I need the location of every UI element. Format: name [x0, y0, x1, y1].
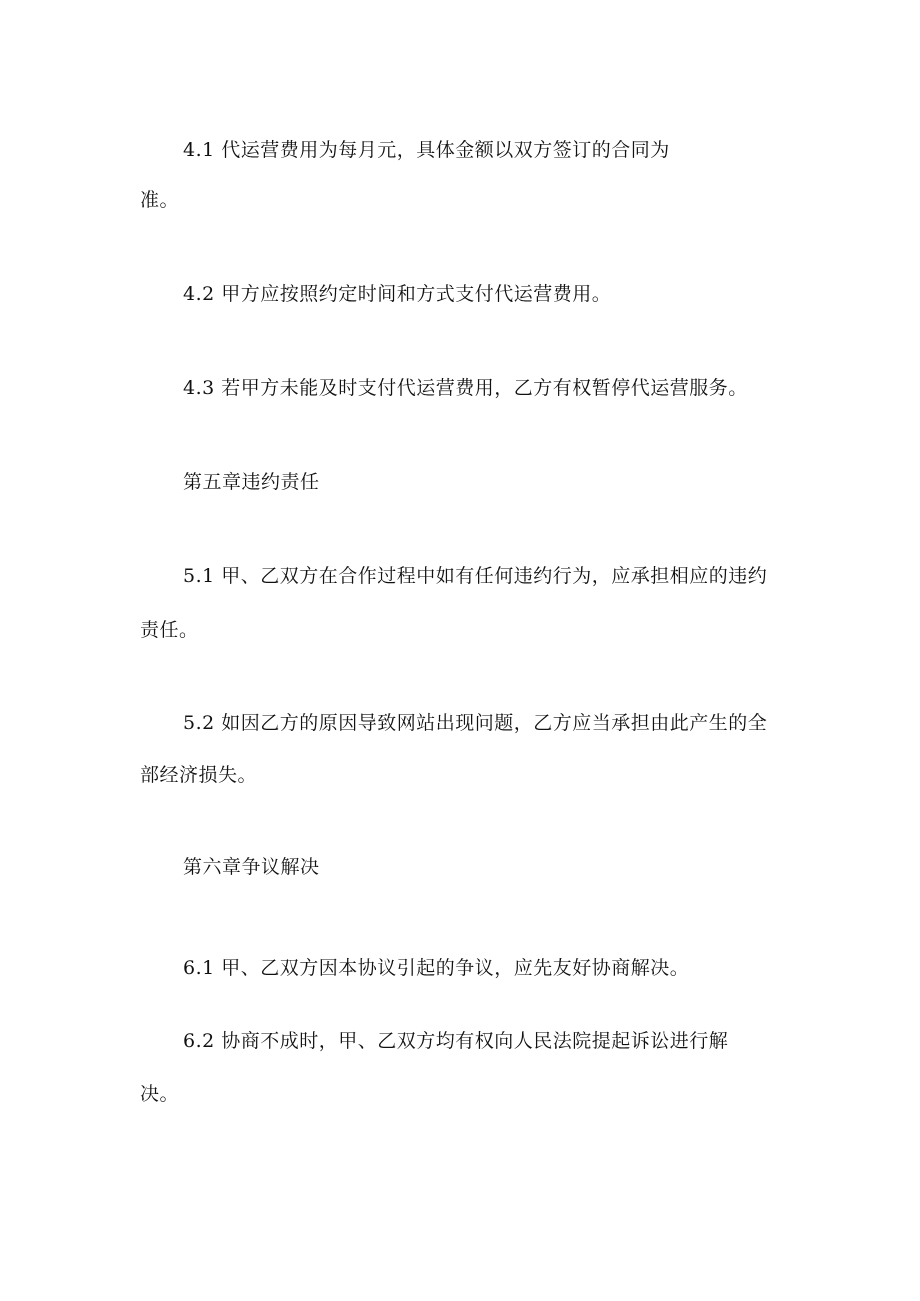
clause-4-1-line-1: 4.1 代运营费用为每月元，具体金额以双方签订的合同为 — [183, 139, 670, 161]
clause-5-1-line-1: 5.1 甲、乙双方在合作过程中如有任何违约行为，应承担相应的违约 — [183, 565, 768, 587]
clause-4-1-line-2: 准。 — [140, 189, 180, 211]
clause-6-1: 6.1 甲、乙双方因本协议引起的争议，应先友好协商解决。 — [183, 957, 690, 979]
clause-6-2-line-1: 6.2 协商不成时，甲、乙双方均有权向人民法院提起诉讼进行解 — [183, 1030, 729, 1052]
chapter-5-heading: 第五章违约责任 — [183, 471, 320, 493]
clause-4-2: 4.2 甲方应按照约定时间和方式支付代运营费用。 — [183, 283, 612, 305]
clause-6-2-line-2: 决。 — [140, 1083, 180, 1105]
clause-5-1-line-2: 责任。 — [140, 619, 199, 641]
clause-4-3: 4.3 若甲方未能及时支付代运营费用，乙方有权暂停代运营服务。 — [183, 377, 748, 399]
chapter-6-heading: 第六章争议解决 — [183, 856, 320, 878]
clause-5-2-line-1: 5.2 如因乙方的原因导致网站出现问题，乙方应当承担由此产生的全 — [183, 712, 768, 734]
clause-5-2-line-2: 部经济损失。 — [140, 764, 258, 786]
